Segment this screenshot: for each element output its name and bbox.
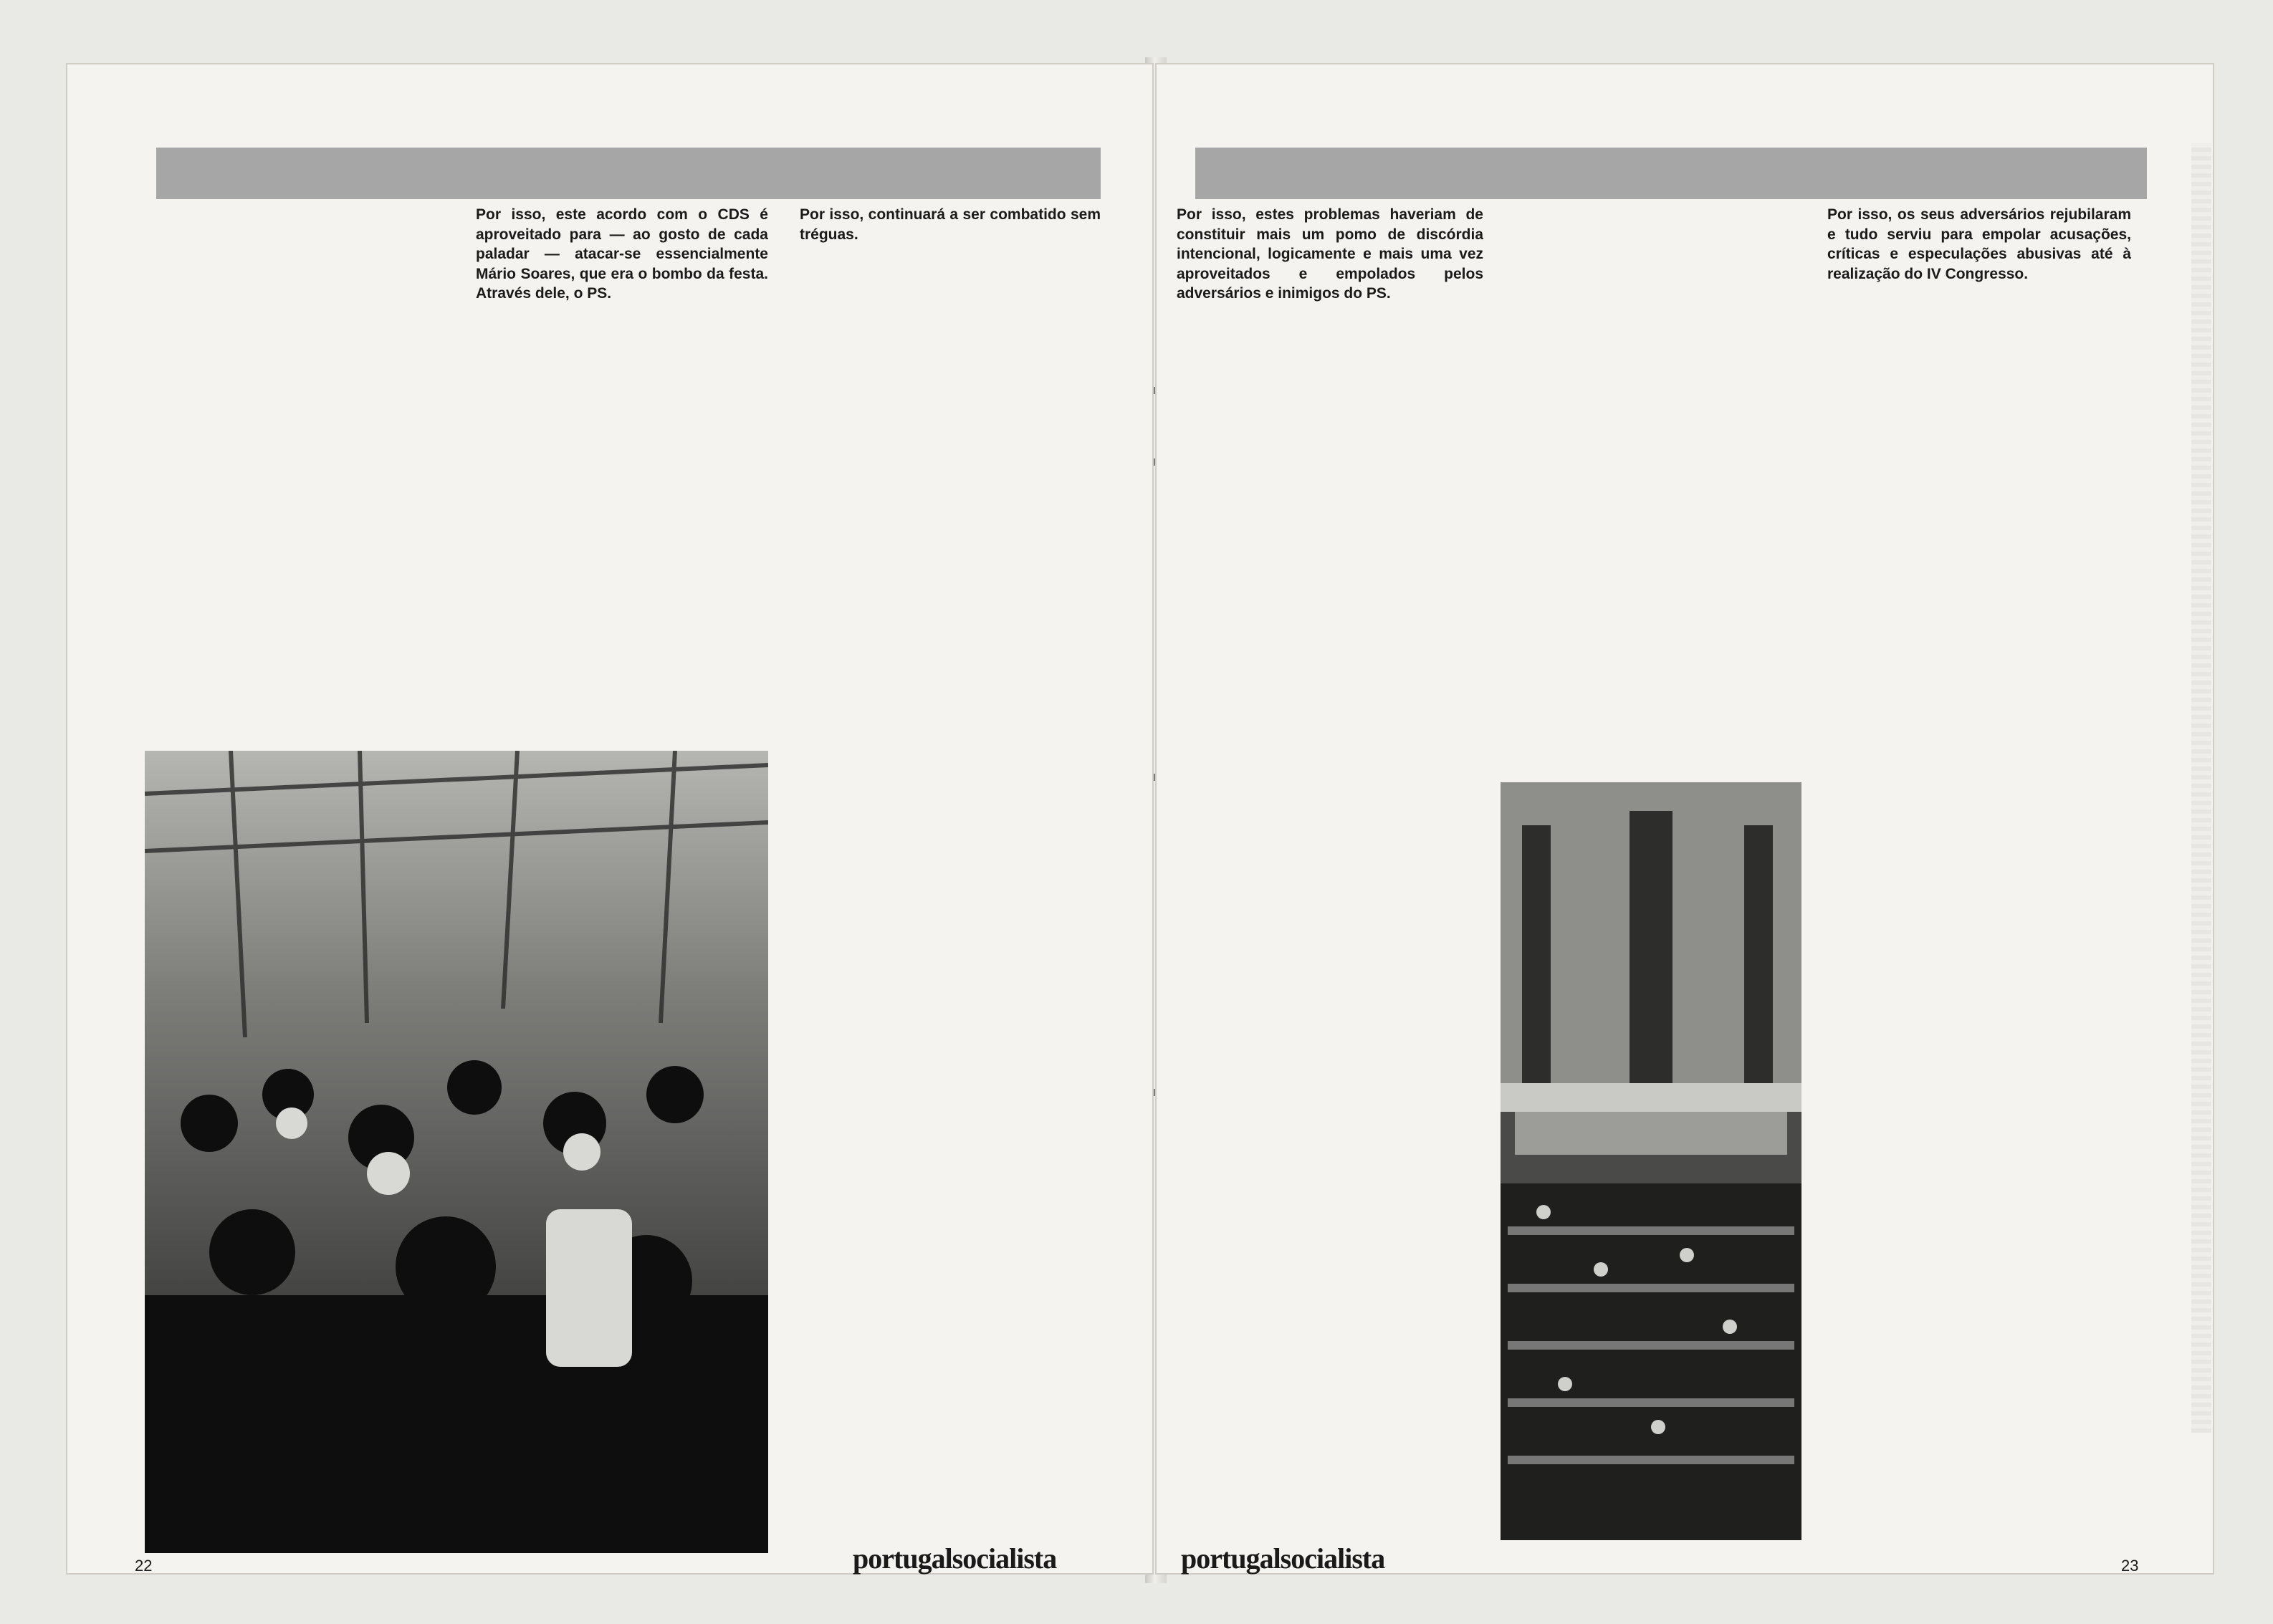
emphasis: Por isso, estes problemas haveriam de constituir mais um pomo de discórdia intencional, logicamente e mais uma vez aproveitados e empolados pelos adversários e inimigos do PS. [1177,206,1483,302]
right-column-c [1827,205,2131,1537]
emphasis: Por isso, este acordo com o CDS é aproveitado para — ao gosto de cada paladar — atacar-se essencialmente Mário Soares, que era o bombo da festa. Através dele, o PS. [476,206,768,302]
page-number-left: 22 [135,1557,153,1575]
page-number-right: 23 [2121,1557,2139,1575]
parliament-photo [1501,782,1801,1540]
left-column-c [800,205,1101,1473]
right-column-a [1177,205,1483,1537]
section-header-bar-right [1195,148,2147,199]
crowd-photo [145,751,768,1553]
masthead-right: portugalsocialista [1181,1542,1385,1575]
emphasis: Por isso, os seus adversários rejubilaram e tudo serviu para empolar acusações, críticas e especulações abusivas até à realização do IV Congresso. [1827,206,2131,282]
section-header-bar [156,148,1101,199]
left-column-b [476,205,768,735]
crowd-photo-image [145,751,768,1553]
page-edge-strip [2191,143,2211,1433]
left-page [66,63,1154,1575]
right-page [1155,63,2214,1575]
parliament-photo-image [1501,782,1801,1540]
right-column-b [1499,205,1803,749]
masthead-left: portugalsocialista [853,1542,1057,1575]
left-column-a [152,205,446,735]
emphasis: Por isso, continuará a ser combatido sem tréguas. [800,206,1101,243]
